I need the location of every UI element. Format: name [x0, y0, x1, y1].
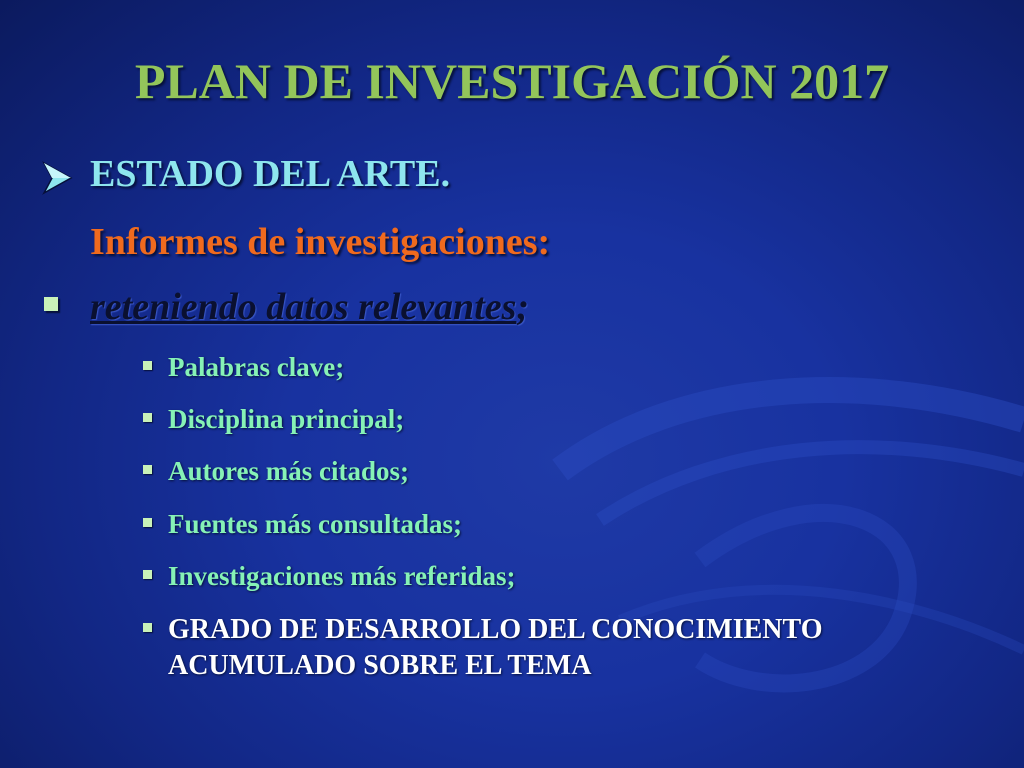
arrow-bullet-icon — [40, 160, 76, 196]
list-item-text: Autores más citados; — [168, 456, 409, 486]
section-subheading: Informes de investigaciones: — [90, 221, 551, 263]
square-bullet-icon — [143, 623, 152, 632]
square-bullet-icon — [143, 518, 152, 527]
list-item-text: Fuentes más consultadas; — [168, 509, 463, 539]
list-item-text: Disciplina principal; — [168, 404, 405, 434]
square-bullet-icon — [44, 297, 58, 311]
square-bullet-icon — [143, 570, 152, 579]
square-bullet-icon — [143, 413, 152, 422]
slide-title: PLAN DE INVESTIGACIÓN 2017 — [134, 53, 890, 109]
list-item-text: GRADO DE DESARROLLO DEL CONOCIMIENTO ACUMULADO SOBRE EL TEMA — [168, 614, 823, 681]
main-bullet-suffix: ; — [516, 286, 530, 328]
list-item-text: Investigaciones más referidas; — [168, 561, 516, 591]
main-bullet — [90, 285, 529, 329]
list-item-text: Palabras clave; — [168, 352, 345, 382]
square-bullet-icon — [143, 465, 152, 474]
square-bullet-icon — [143, 361, 152, 370]
section-heading: ESTADO DEL ARTE. — [90, 153, 451, 195]
main-bullet-text: reteniendo datos relevantes — [90, 286, 517, 328]
